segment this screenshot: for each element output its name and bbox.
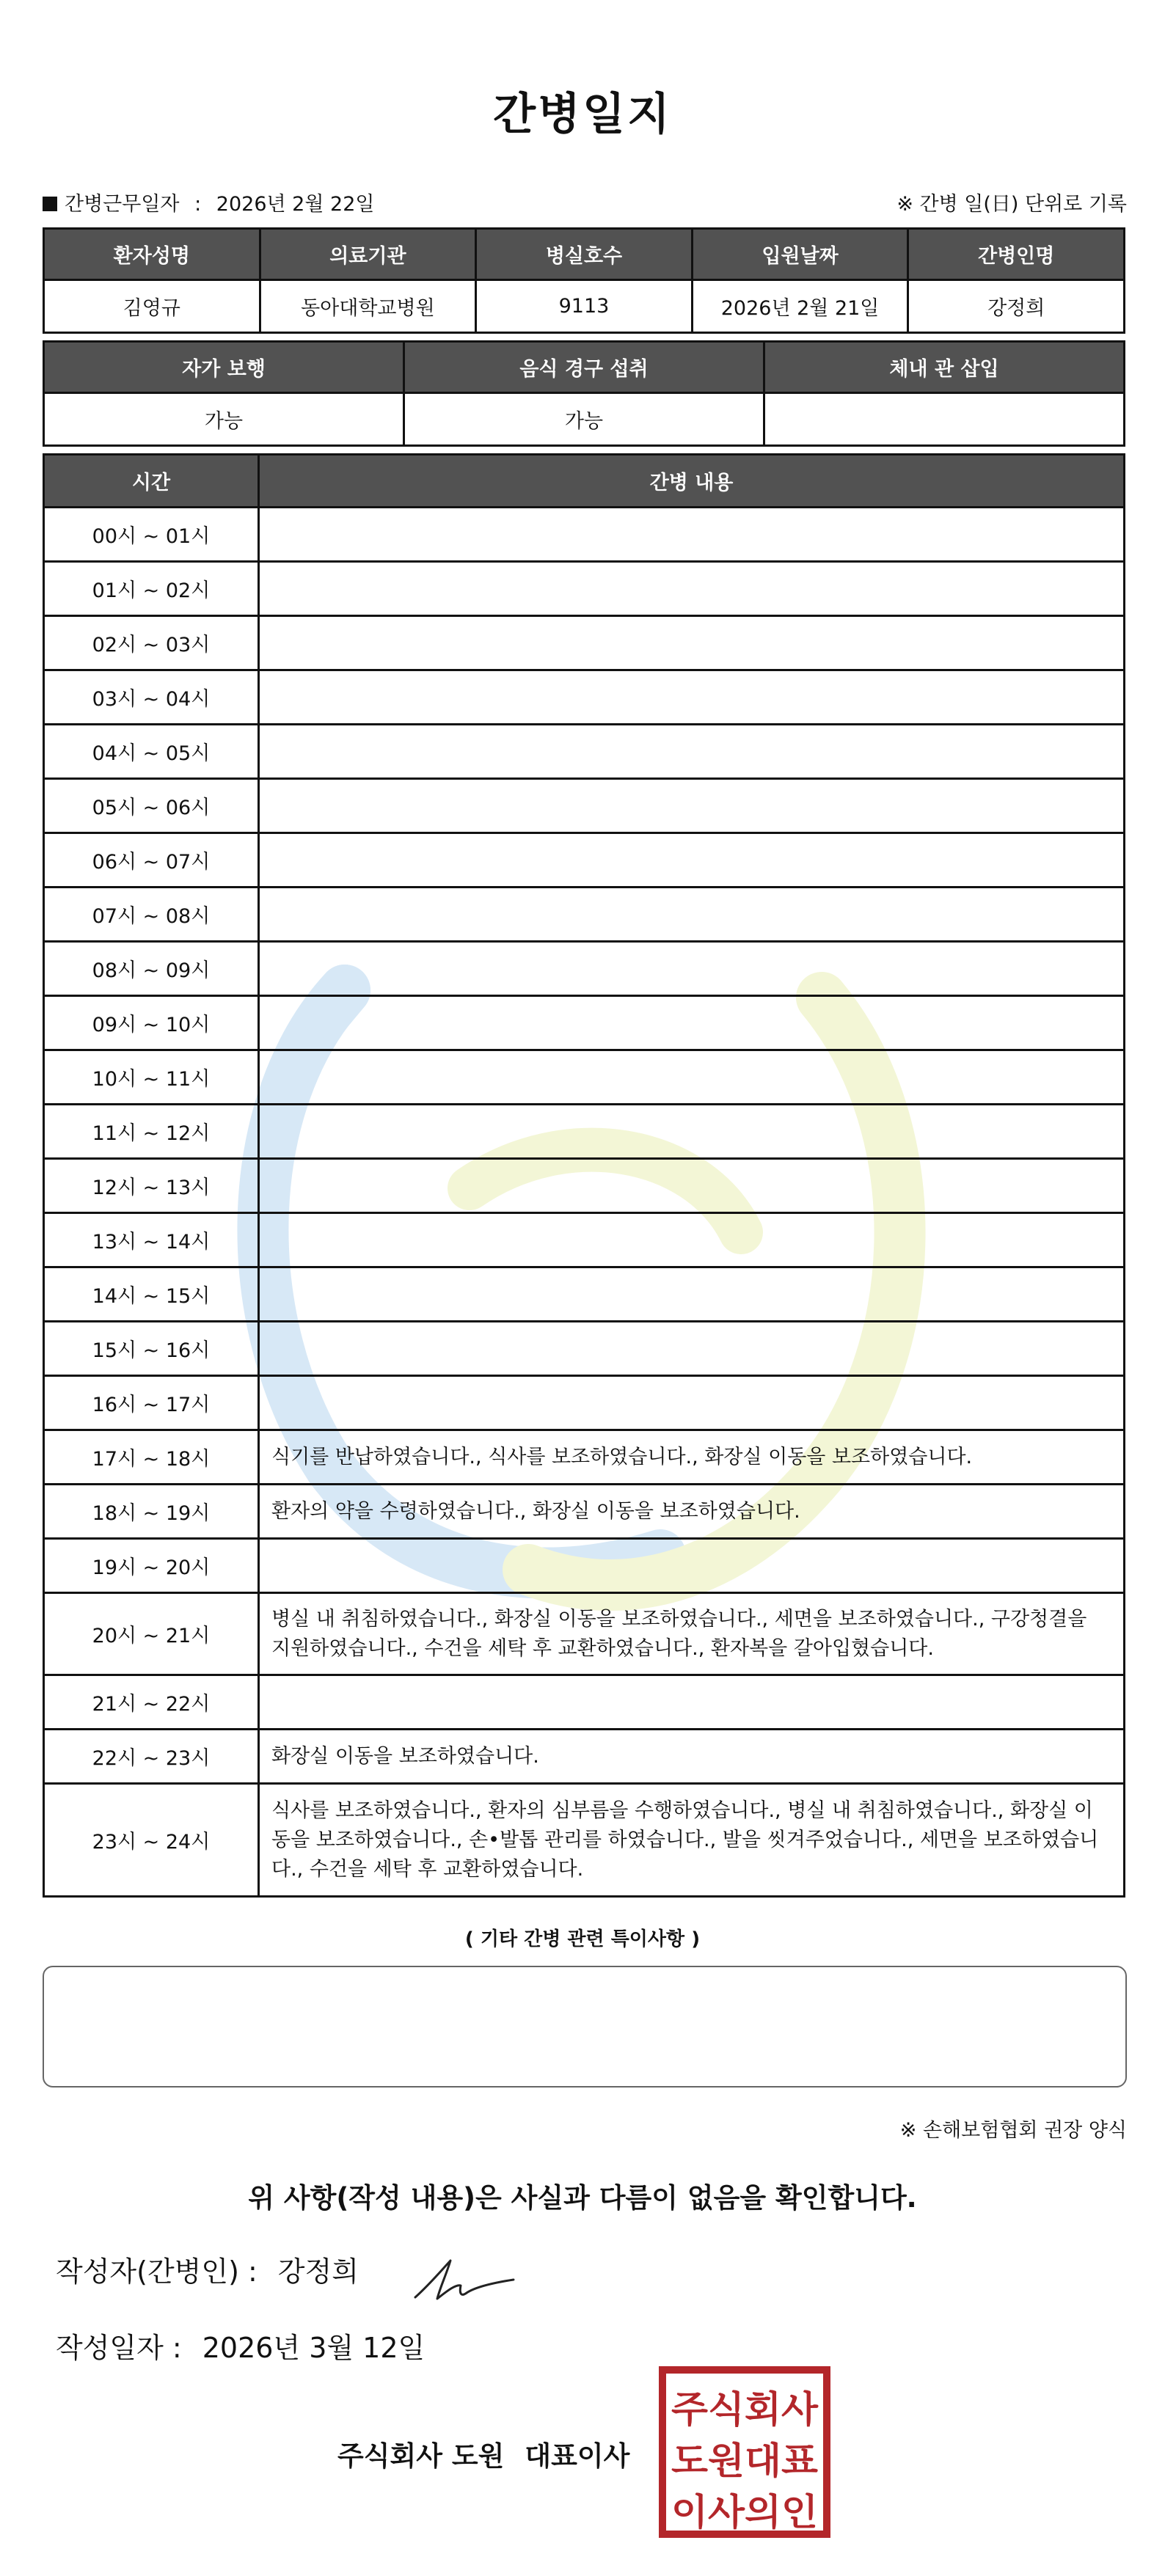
log-time: 06시 ~ 07시	[44, 833, 259, 888]
header-caregiver-name: 간병인명	[908, 229, 1125, 280]
table-row	[44, 1675, 1125, 1730]
caregiver-name: 강정희	[908, 280, 1125, 333]
table-row	[44, 1539, 1125, 1593]
patient-status-table	[43, 340, 1125, 447]
log-time: 18시 ~ 19시	[44, 1485, 259, 1539]
header-time: 시간	[44, 455, 259, 508]
log-content: 환자의 약을 수령하였습니다., 화장실 이동을 보조하였습니다.	[259, 1485, 1125, 1539]
log-content	[259, 1213, 1125, 1267]
recommend-note: ※ 손해보험협회 권장 양식	[899, 2119, 1127, 2142]
log-time: 12시 ~ 13시	[44, 1159, 259, 1213]
log-content	[259, 1267, 1125, 1322]
table-row	[44, 1267, 1125, 1322]
log-content: 식사를 보조하였습니다., 환자의 심부름을 수행하였습니다., 병실 내 취침하였습니다., 화장실 이동을 보조하였습니다., 손•발톱 관리를 하였습니다., 발을 씻겨주었습니다., 세면을 보조하였습니다., 수건을 세탁 후 교환하였습니다.	[259, 1784, 1125, 1897]
table-row	[44, 1593, 1125, 1675]
log-content	[259, 1159, 1125, 1213]
log-content	[259, 1376, 1125, 1430]
written-date-line	[56, 2325, 425, 2365]
table-row	[44, 942, 1125, 996]
table-row	[44, 562, 1125, 616]
table-row	[44, 1430, 1125, 1485]
table-row	[44, 1730, 1125, 1784]
writer-name: 강정희	[277, 2255, 359, 2288]
log-time: 20시 ~ 21시	[44, 1593, 259, 1675]
work-date-value: 2026년 2월 22일	[216, 193, 375, 216]
work-date-label: 간병근무일자	[65, 193, 180, 216]
table-row	[44, 996, 1125, 1050]
table-row	[44, 1159, 1125, 1213]
header-patient-name: 환자성명	[44, 229, 260, 280]
patient-info-table	[43, 227, 1125, 334]
log-content: 식기를 반납하였습니다., 식사를 보조하였습니다., 화장실 이동을 보조하였습니다.	[259, 1430, 1125, 1485]
log-time: 21시 ~ 22시	[44, 1675, 259, 1730]
written-date-value: 2026년 3월 12일	[202, 2332, 426, 2364]
hospital-name: 동아대학교병원	[260, 280, 476, 333]
remarks-box[interactable]	[43, 1966, 1127, 2087]
log-content	[259, 1050, 1125, 1105]
document-title: 간병일지	[493, 89, 672, 140]
room-number: 9113	[476, 280, 693, 333]
log-time: 16시 ~ 17시	[44, 1376, 259, 1430]
record-unit-note: ※ 간병 일(日) 단위로 기록	[896, 193, 1127, 216]
header-care-content: 간병 내용	[259, 455, 1125, 508]
log-time: 19시 ~ 20시	[44, 1539, 259, 1593]
remarks-title: ( 기타 간병 관련 특이사항 )	[464, 1928, 701, 1950]
log-content	[259, 833, 1125, 888]
log-time: 10시 ~ 11시	[44, 1050, 259, 1105]
table-row	[44, 1322, 1125, 1376]
log-content	[259, 1105, 1125, 1159]
log-content	[259, 1322, 1125, 1376]
log-time: 04시 ~ 05시	[44, 725, 259, 779]
log-time: 07시 ~ 08시	[44, 888, 259, 942]
care-log-rows	[44, 508, 1125, 1897]
confirmation-statement: 위 사항(작성 내용)은 사실과 다름이 없음을 확인합니다.	[248, 2182, 917, 2214]
log-time: 17시 ~ 18시	[44, 1430, 259, 1485]
table-row	[44, 1784, 1125, 1897]
header-hospital: 의료기관	[260, 229, 476, 280]
work-date-separator: :	[194, 193, 202, 216]
oral-intake-value: 가능	[404, 393, 764, 446]
log-time: 14시 ~ 15시	[44, 1267, 259, 1322]
admission-date: 2026년 2월 21일	[692, 280, 908, 333]
company-signature-line	[337, 2434, 629, 2473]
table-row	[44, 1050, 1125, 1105]
log-content	[259, 779, 1125, 833]
signature	[408, 2255, 518, 2306]
square-bullet-icon	[43, 197, 57, 211]
seal-text-line: 도원대표	[671, 2440, 819, 2482]
header-room-number: 병실호수	[476, 229, 693, 280]
work-date-line	[43, 188, 374, 216]
company-seal-stamp	[659, 2366, 830, 2538]
log-content: 화장실 이동을 보조하였습니다.	[259, 1730, 1125, 1784]
log-content	[259, 725, 1125, 779]
log-content	[259, 616, 1125, 670]
log-content	[259, 942, 1125, 996]
care-log-table	[43, 453, 1125, 1898]
header-tube-insertion: 체내 관 삽입	[764, 342, 1125, 393]
log-time: 00시 ~ 01시	[44, 508, 259, 562]
log-time: 15시 ~ 16시	[44, 1322, 259, 1376]
remarks-text	[44, 1967, 1125, 1988]
header-admission-date: 입원날짜	[692, 229, 908, 280]
table-row	[44, 508, 1125, 562]
table-row	[44, 670, 1125, 725]
tube-insertion-value	[764, 393, 1125, 446]
log-content	[259, 508, 1125, 562]
patient-name: 김영규	[44, 280, 260, 333]
log-time: 22시 ~ 23시	[44, 1730, 259, 1784]
log-time: 09시 ~ 10시	[44, 996, 259, 1050]
log-time: 13시 ~ 14시	[44, 1213, 259, 1267]
table-row	[44, 888, 1125, 942]
writer-label: 작성자(간병인) :	[56, 2255, 258, 2288]
self-walking-value: 가능	[44, 393, 404, 446]
table-row	[44, 1213, 1125, 1267]
company-name: 주식회사 도원	[337, 2440, 505, 2472]
log-time: 02시 ~ 03시	[44, 616, 259, 670]
seal-text-line: 이사의인	[671, 2491, 818, 2533]
table-row	[44, 1376, 1125, 1430]
log-content: 병실 내 취침하였습니다., 화장실 이동을 보조하였습니다., 세면을 보조하였습니다., 구강청결을 지원하였습니다., 수건을 세탁 후 교환하였습니다., 환자복을 갈아입혔습니다.	[259, 1593, 1125, 1675]
log-time: 11시 ~ 12시	[44, 1105, 259, 1159]
seal-text-line: 주식회사	[671, 2388, 819, 2431]
log-content	[259, 562, 1125, 616]
log-time: 08시 ~ 09시	[44, 942, 259, 996]
log-content	[259, 1539, 1125, 1593]
log-time: 01시 ~ 02시	[44, 562, 259, 616]
header-oral-intake: 음식 경구 섭취	[404, 342, 764, 393]
table-row	[44, 616, 1125, 670]
log-content	[259, 670, 1125, 725]
log-content	[259, 996, 1125, 1050]
table-row	[44, 833, 1125, 888]
log-time: 05시 ~ 06시	[44, 779, 259, 833]
company-title: 대표이사	[525, 2440, 630, 2472]
written-date-label: 작성일자 :	[56, 2332, 182, 2364]
table-row	[44, 1105, 1125, 1159]
writer-line	[56, 2249, 359, 2289]
log-content	[259, 888, 1125, 942]
table-row	[44, 779, 1125, 833]
table-row	[44, 725, 1125, 779]
log-time: 23시 ~ 24시	[44, 1784, 259, 1897]
table-row	[44, 1485, 1125, 1539]
log-content	[259, 1675, 1125, 1730]
header-self-walking: 자가 보행	[44, 342, 404, 393]
log-time: 03시 ~ 04시	[44, 670, 259, 725]
